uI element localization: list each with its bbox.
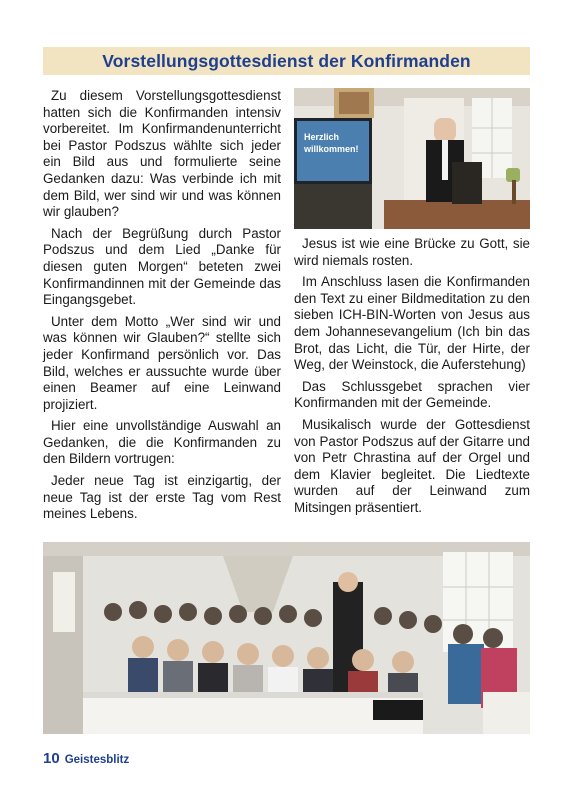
paragraph: Unter dem Motto „Wer sind wir und was können wir Glauben?“ stellte sich jeder Konfirmand persönlich vor. Das Bild, welches er aussuchte wurde über einen Beamer auf eine Leinwand projiziert. <box>43 313 281 412</box>
paragraph: Das Schlussgebet sprachen vier Konfirmanden mit der Gemeinde. <box>294 378 530 411</box>
left-column <box>43 88 281 528</box>
paragraph: Im Anschluss lasen die Konfirmanden den Text zu einer Bildmeditation zu den sieben ICH-BIN-Worten von Jesus aus dem Johannesevangelium (Ich bin das Brot, das Licht, die Tür, der Hirte, der Weg, der Weinstock, die Auferstehung) <box>294 274 530 373</box>
page-number: 10 <box>43 750 60 767</box>
magazine-name: Geistesblitz <box>64 754 130 766</box>
paragraph: Musikalisch wurde der Gottesdienst von Pastor Podszus auf der Gitarre und von Petr Chrastina auf der Orgel und dem Klavier begleitet. Die Liedtexte wurden auf der Leinwand zum Mitsingen präsentiert. <box>294 416 530 515</box>
screen-text-line1: Herzlich <box>304 132 340 142</box>
paragraph: Nach der Begrüßung durch Pastor Podszus und dem Lied „Danke für diesen guten Morgen“ beteten zwei Konfirmandinnen mit der Gemeinde das Eingangsgebet. <box>43 225 281 308</box>
article-title: Vorstellungsgottesdienst der Konfirmanden <box>102 50 471 71</box>
right-column <box>294 236 530 522</box>
paragraph: Jeder neue Tag ist einzigartig, der neue Tag ist der erste Tag vom Rest meines Lebens. <box>43 473 281 522</box>
photo-pastor-with-projection-screen <box>294 88 530 229</box>
paragraph: Hier eine unvollständige Auswahl an Gedanken, die die Konfirmanden zu den Bildern vortrugen: <box>43 418 281 467</box>
photo-congregation <box>43 542 530 734</box>
article-title-bar <box>43 47 530 75</box>
paragraph: Zu diesem Vorstellungsgottesdienst hatten sich die Konfirmanden intensiv vorbereitet. Im Konfirmandenunterricht bei Pastor Podszus wählte sich jeder ein Bild aus und formulierte seine Gedanken dazu: Was verbinde ich mit dem Bild, wer sind wir und was können wir glauben? <box>43 88 281 220</box>
screen-text-line2: willkommen! <box>304 144 359 154</box>
paragraph: Jesus ist wie eine Brücke zu Gott, sie wird niemals rosten. <box>294 236 530 268</box>
page-footer <box>43 750 129 767</box>
